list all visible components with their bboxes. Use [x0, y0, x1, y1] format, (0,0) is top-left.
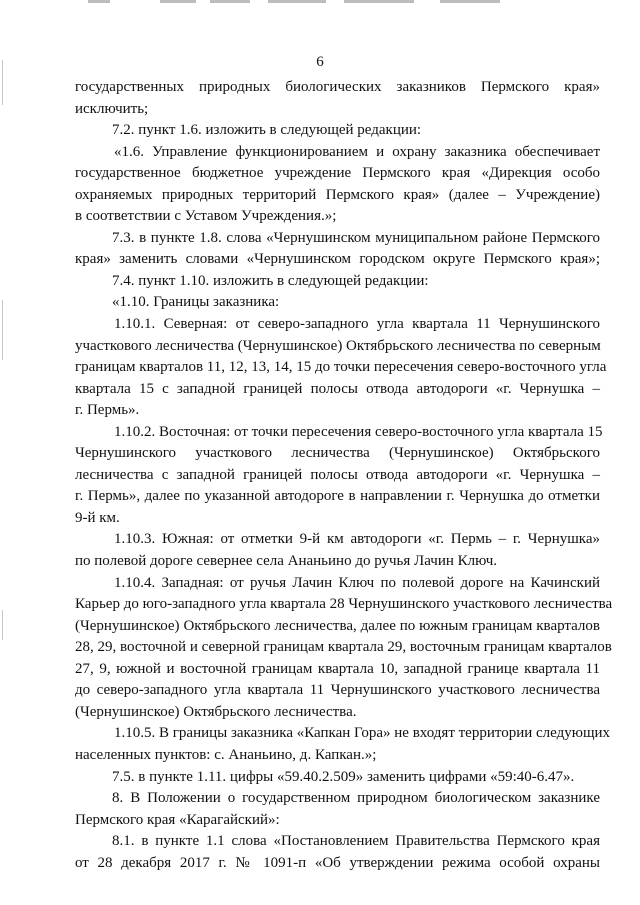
text-line: охраняемых природных территорий Пермского края» (далее – Учреждение): [75, 186, 600, 203]
text-line: 1.10.2. Восточная: от точки пересечения северо-восточного угла квартала 15: [114, 423, 603, 440]
text-line: 7.4. пункт 1.10. изложить в следующей редакции:: [112, 272, 429, 289]
document-body: [0, 77, 640, 874]
text-line: 1.10.1. Северная: от северо-западного угла квартала 11 Чернушинского: [114, 316, 600, 333]
text-line: (Чернушинское) Октябрьского лесничества.: [75, 703, 357, 720]
text-line: 7.3. в пункте 1.8. слова «Чернушинском муниципальном районе Пермского: [112, 229, 600, 246]
text-line: границам кварталов 11, 12, 13, 14, 15 до точки пересечения северо-восточного угла: [75, 359, 607, 376]
text-line: по полевой дороге севернее села Ананьино до ручья Лачин Ключ.: [75, 553, 498, 570]
text-line: 8. В Положении о государственном природном биологическом заказнике: [112, 790, 600, 807]
text-line: от 28 декабря 2017 г. № 1091-п «Об утверждении режима особой охраны: [75, 854, 600, 871]
scan-artifact-top: [210, 0, 250, 3]
text-line: г. Пермь», далее по указанной автодороге в направлении г. Чернушка до отметки: [75, 488, 600, 505]
scan-artifact-top: [88, 0, 110, 3]
text-line: 1.10.3. Южная: от отметки 9-й км автодороги «г. Пермь – г. Чернушка»: [114, 531, 600, 548]
text-line: г. Пермь».: [75, 402, 140, 419]
page-number: 6: [316, 54, 324, 70]
text-line: участкового лесничества (Чернушинское) Октябрьского лесничества по северным: [75, 337, 601, 354]
scan-artifact-top: [344, 0, 414, 3]
text-line: 8.1. в пункте 1.1 слова «Постановлением Правительства Пермского края: [112, 833, 600, 850]
text-line: «1.10. Границы заказника:: [112, 294, 280, 311]
text-line: 1.10.5. В границы заказника «Капкан Гора» не входят территории следующих: [114, 725, 611, 742]
text-line: до северо-западного угла квартала 11 Чернушинского участкового лесничества: [75, 682, 600, 699]
scan-artifact-top: [440, 0, 500, 3]
text-line: 9-й км.: [75, 509, 120, 526]
text-line: государственное бюджетное учреждение Пермского края «Дирекция особо: [75, 165, 600, 182]
scan-artifact-top: [268, 0, 326, 3]
text-line: 28, 29, восточной и северной границам квартала 29, восточным границам кварталов: [75, 639, 612, 656]
text-line: в соответствии с Уставом Учреждения.»;: [75, 208, 337, 225]
text-line: 1.10.4. Западная: от ручья Лачин Ключ по полевой дороге на Качинский: [114, 574, 600, 591]
text-line: Карьер до юго-западного угла квартала 28 Чернушинского участкового лесничества: [75, 596, 613, 613]
text-line: 7.5. в пункте 1.11. цифры «59.40.2.509» заменить цифрами «59:40-6.47».: [112, 768, 575, 785]
scan-artifact-top: [160, 0, 196, 3]
text-line: Пермского края «Карагайский»:: [75, 811, 280, 828]
text-line: Чернушинского участкового лесничества (Чернушинское) Октябрьского: [75, 445, 600, 462]
text-line: лесничества с западной границей полосы отвода автодороги «г. Чернушка –: [75, 466, 600, 483]
text-line: населенных пунктов: с. Ананьино, д. Капкан.»;: [75, 746, 377, 763]
text-line: края» заменить словами «Чернушинском городском округе Пермского края»;: [75, 251, 600, 268]
text-line: исключить;: [75, 100, 149, 117]
text-line: государственных природных биологических заказников Пермского края»: [75, 79, 600, 95]
text-line: 27, 9, южной и восточной границам квартала 10, западной границе квартала 11: [75, 660, 600, 677]
text-line: 7.2. пункт 1.6. изложить в следующей редакции:: [112, 122, 422, 139]
text-line: (Чернушинское) Октябрьского лесничества, далее по южным границам кварталов: [75, 617, 600, 634]
text-line: «1.6. Управление функционированием и охрану заказника обеспечивает: [114, 143, 600, 160]
text-line: квартала 15 с западной границей полосы отвода автодороги «г. Чернушка –: [75, 380, 600, 397]
